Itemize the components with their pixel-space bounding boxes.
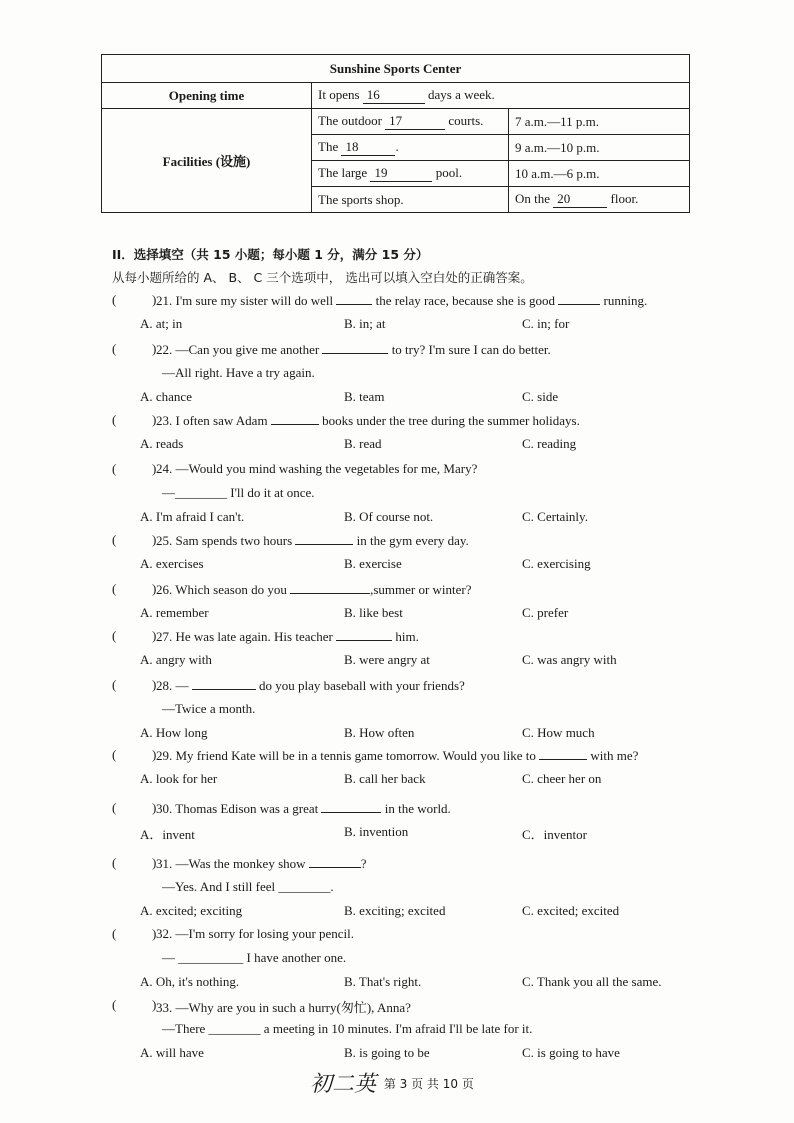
- stem-part: in the world.: [381, 801, 451, 816]
- opening-pre: It opens: [318, 87, 360, 102]
- question-text: [156, 461, 477, 477]
- response-line: — __________ I have another one.: [162, 950, 347, 965]
- question-text: [156, 581, 472, 598]
- option-b: B. call her back: [344, 771, 426, 786]
- stem-part: Which season do you: [175, 582, 291, 597]
- answer-blank: [295, 532, 353, 545]
- question-response: [112, 365, 702, 389]
- answer-paren-left[interactable]: (: [112, 926, 117, 941]
- question-26: [112, 581, 702, 629]
- question-number: 24.: [156, 461, 176, 476]
- answer-paren-right: ): [152, 412, 157, 427]
- option-a: A. How long: [140, 725, 208, 740]
- answer-paren-right: ): [152, 747, 157, 762]
- option-c: C. in; for: [522, 316, 570, 331]
- option-c: C. excited; excited: [522, 903, 620, 918]
- question-23: [112, 412, 702, 460]
- options-row: [112, 605, 702, 629]
- options-row: [112, 316, 702, 340]
- answer-paren-left[interactable]: (: [112, 997, 117, 1012]
- floor-post: floor.: [610, 191, 639, 206]
- options-row: [112, 903, 702, 927]
- option-a: A. exercises: [140, 556, 204, 571]
- question-stem: [112, 412, 702, 436]
- blank-16: 16: [363, 87, 425, 104]
- page-footer: [310, 1067, 474, 1098]
- question-stem: [112, 677, 702, 701]
- question-text: [156, 747, 638, 764]
- option-b: B. invention: [344, 824, 409, 839]
- option-b: B. team: [344, 389, 385, 404]
- answer-paren-right: ): [152, 677, 157, 692]
- answer-blank: [290, 581, 370, 594]
- stem-part: —Why are you in such a hurry(匆忙), Anna?: [175, 1000, 411, 1015]
- question-text: [156, 412, 580, 429]
- question-text: [156, 628, 419, 645]
- answer-paren-left[interactable]: (: [112, 412, 117, 427]
- question-number: 30.: [156, 801, 176, 816]
- answer-blank: [336, 628, 392, 641]
- option-a: A．invent: [140, 827, 195, 842]
- question-33: [112, 997, 702, 1069]
- stem-part: —Can you give me another: [175, 342, 323, 357]
- section-heading: II．选择填空（共 15 小题；每小题 1 分，满分 15 分）: [112, 247, 429, 262]
- question-number: 31.: [156, 856, 176, 871]
- options-row: [112, 556, 702, 580]
- options-row: [112, 974, 702, 998]
- question-stem: [112, 800, 702, 824]
- option-a: A. at; in: [140, 316, 183, 331]
- facility-row-1: [312, 109, 509, 135]
- option-a: A. will have: [140, 1045, 204, 1060]
- options-row: [112, 824, 702, 848]
- stem-part: ,summer or winter?: [370, 582, 472, 597]
- response-line: —________ I'll do it at once.: [162, 485, 315, 500]
- question-stem: [112, 341, 702, 365]
- question-response: [112, 1021, 702, 1045]
- question-stem: [112, 747, 702, 771]
- answer-paren-left[interactable]: (: [112, 581, 117, 596]
- option-b: B. read: [344, 436, 382, 451]
- option-b: B. is going to be: [344, 1045, 430, 1060]
- facility-3-time: 10 a.m.—6 p.m.: [509, 161, 690, 187]
- stem-part: —Was the monkey show: [175, 856, 309, 871]
- answer-paren-right: ): [152, 461, 157, 476]
- question-number: 32.: [156, 926, 176, 941]
- option-b: B. in; at: [344, 316, 386, 331]
- option-c: C. cheer her on: [522, 771, 602, 786]
- answer-blank: [322, 341, 388, 354]
- stem-part: —Would you mind washing the vegetables for me, Mary?: [175, 461, 478, 476]
- response-line: —Twice a month.: [162, 701, 256, 716]
- opening-time-cell: [312, 83, 690, 109]
- question-24: [112, 461, 702, 533]
- answer-blank: [192, 677, 256, 690]
- options-row: [112, 1045, 702, 1069]
- blank-18: 18: [341, 139, 395, 156]
- blank-19: 19: [370, 165, 432, 182]
- blank-17: 17: [385, 113, 445, 130]
- answer-paren-left[interactable]: (: [112, 628, 117, 643]
- facility-row-3: [312, 161, 509, 187]
- page-number: 第 3 页 共 10 页: [383, 1077, 474, 1091]
- question-stem: [112, 997, 702, 1021]
- option-a: A. I'm afraid I can't.: [140, 509, 245, 524]
- option-a: A. chance: [140, 389, 192, 404]
- facility-3-pre: The large: [318, 165, 368, 180]
- question-text: [156, 341, 551, 358]
- question-number: 33.: [156, 1000, 176, 1015]
- facility-row-4: The sports shop.: [312, 187, 509, 213]
- question-30: [112, 800, 702, 848]
- options-row: [112, 509, 702, 533]
- answer-blank: [271, 412, 319, 425]
- question-stem: [112, 628, 702, 652]
- answer-paren-left[interactable]: (: [112, 461, 117, 476]
- option-a: A. look for her: [140, 771, 218, 786]
- facility-2-pre: The: [318, 139, 339, 154]
- answer-paren-right: ): [152, 997, 157, 1012]
- stem-part: to try? I'm sure I can do better.: [388, 342, 551, 357]
- option-b: B. Of course not.: [344, 509, 434, 524]
- question-number: 26.: [156, 582, 176, 597]
- question-22: [112, 341, 702, 413]
- option-a: A. angry with: [140, 652, 212, 667]
- answer-paren-right: ): [152, 581, 157, 596]
- answer-paren-left[interactable]: (: [112, 292, 117, 307]
- options-row: [112, 389, 702, 413]
- option-c: C. prefer: [522, 605, 569, 620]
- question-25: [112, 532, 702, 580]
- table-title: Sunshine Sports Center: [102, 55, 690, 83]
- option-a: A. remember: [140, 605, 209, 620]
- question-text: [156, 855, 367, 872]
- option-a: A. excited; exciting: [140, 903, 243, 918]
- question-stem: [112, 581, 702, 605]
- question-number: 21.: [156, 293, 176, 308]
- option-c: C. How much: [522, 725, 595, 740]
- question-28: [112, 677, 702, 749]
- question-21: [112, 292, 702, 340]
- option-c: C. side: [522, 389, 559, 404]
- response-line: —There ________ a meeting in 10 minutes. I'm afraid I'll be late for it.: [162, 1021, 533, 1036]
- stem-part: Sam spends two hours: [175, 533, 296, 548]
- option-c: C. reading: [522, 436, 577, 451]
- question-number: 25.: [156, 533, 176, 548]
- option-c: C. Certainly.: [522, 509, 588, 524]
- question-number: 22.: [156, 342, 176, 357]
- option-b: B. exciting; excited: [344, 903, 446, 918]
- question-27: [112, 628, 702, 676]
- section-instruction: 从每小题所给的 A、 B、 C 三个选项中， 选出可以填入空白处的正确答案。: [112, 270, 533, 285]
- facilities-label: Facilities (设施): [102, 109, 312, 213]
- question-29: [112, 747, 702, 795]
- question-text: [156, 926, 354, 942]
- question-stem: [112, 461, 702, 485]
- answer-blank: [539, 747, 587, 760]
- question-number: 27.: [156, 629, 176, 644]
- answer-paren-right: ): [152, 628, 157, 643]
- answer-paren-left[interactable]: (: [112, 677, 117, 692]
- question-stem: [112, 926, 702, 950]
- question-number: 29.: [156, 748, 176, 763]
- answer-paren-right: ): [152, 800, 157, 815]
- option-b: B. exercise: [344, 556, 402, 571]
- stem-part: ?: [360, 856, 367, 871]
- stem-part: —I'm sorry for losing your pencil.: [175, 926, 355, 941]
- question-stem: [112, 855, 702, 879]
- opening-post: days a week.: [428, 87, 495, 102]
- option-c: C. Thank you all the same.: [522, 974, 662, 989]
- option-c: C．inventor: [522, 827, 587, 842]
- stem-part: books under the tree during the summer holidays.: [318, 413, 580, 428]
- question-text: [156, 800, 451, 817]
- facility-1-time: 7 a.m.—11 p.m.: [509, 109, 690, 135]
- answer-paren-right: ): [152, 532, 157, 547]
- facility-4-floor: [509, 187, 690, 213]
- question-stem: [112, 292, 702, 316]
- question-text: [156, 292, 647, 309]
- question-32: [112, 926, 702, 998]
- stem-part: —: [175, 678, 192, 693]
- answer-paren-left[interactable]: (: [112, 855, 117, 870]
- sports-center-table: [101, 54, 690, 213]
- facility-2-post: .: [395, 139, 399, 154]
- answer-paren-left[interactable]: (: [112, 800, 117, 815]
- floor-pre: On the: [515, 191, 551, 206]
- option-c: C. was angry with: [522, 652, 617, 667]
- answer-paren-left[interactable]: (: [112, 341, 117, 356]
- stem-part: running.: [600, 293, 648, 308]
- stem-part: I'm sure my sister will do well: [175, 293, 337, 308]
- question-text: [156, 997, 411, 1016]
- stem-part: My friend Kate will be in a tennis game tomorrow. Would you like to: [175, 748, 540, 763]
- option-b: B. were angry at: [344, 652, 430, 667]
- answer-paren-right: ): [152, 855, 157, 870]
- question-response: [112, 485, 702, 509]
- options-row: [112, 652, 702, 676]
- option-a: A. Oh, it's nothing.: [140, 974, 240, 989]
- question-text: [156, 677, 465, 694]
- stem-part: I often saw Adam: [175, 413, 271, 428]
- stem-part: with me?: [587, 748, 639, 763]
- option-b: B. How often: [344, 725, 415, 740]
- question-response: [112, 950, 702, 974]
- opening-time-label: Opening time: [102, 83, 312, 109]
- question-number: 28.: [156, 678, 176, 693]
- question-text: [156, 532, 469, 549]
- answer-blank: [336, 292, 372, 305]
- stem-part: do you play baseball with your friends?: [255, 678, 465, 693]
- blank-20: 20: [553, 191, 607, 208]
- facility-1-pre: The outdoor: [318, 113, 382, 128]
- answer-paren-right: ): [152, 292, 157, 307]
- option-b: B. That's right.: [344, 974, 422, 989]
- handwritten-note: 初二英: [310, 1072, 377, 1097]
- answer-blank: [558, 292, 600, 305]
- option-b: B. like best: [344, 605, 403, 620]
- stem-part: in the gym every day.: [353, 533, 469, 548]
- answer-paren-left[interactable]: (: [112, 532, 117, 547]
- stem-part: him.: [392, 629, 419, 644]
- answer-paren-right: ): [152, 926, 157, 941]
- stem-part: the relay race, because she is good: [372, 293, 559, 308]
- answer-paren-left[interactable]: (: [112, 747, 117, 762]
- facility-2-time: 9 a.m.—10 p.m.: [509, 135, 690, 161]
- question-31: [112, 855, 702, 927]
- question-response: [112, 879, 702, 903]
- option-c: C. is going to have: [522, 1045, 620, 1060]
- question-number: 23.: [156, 413, 176, 428]
- answer-blank: [321, 800, 381, 813]
- question-response: [112, 701, 702, 725]
- options-row: [112, 771, 702, 795]
- stem-part: He was late again. His teacher: [175, 629, 337, 644]
- stem-part: Thomas Edison was a great: [175, 801, 322, 816]
- option-a: A. reads: [140, 436, 184, 451]
- facility-1-post: courts.: [448, 113, 484, 128]
- question-stem: [112, 532, 702, 556]
- answer-blank: [309, 855, 361, 868]
- option-c: C. exercising: [522, 556, 591, 571]
- answer-paren-right: ): [152, 341, 157, 356]
- options-row: [112, 436, 702, 460]
- options-row: [112, 725, 702, 749]
- facility-row-2: [312, 135, 509, 161]
- response-line: —Yes. And I still feel ________.: [162, 879, 334, 894]
- facility-3-post: pool.: [435, 165, 463, 180]
- response-line: —All right. Have a try again.: [162, 365, 315, 380]
